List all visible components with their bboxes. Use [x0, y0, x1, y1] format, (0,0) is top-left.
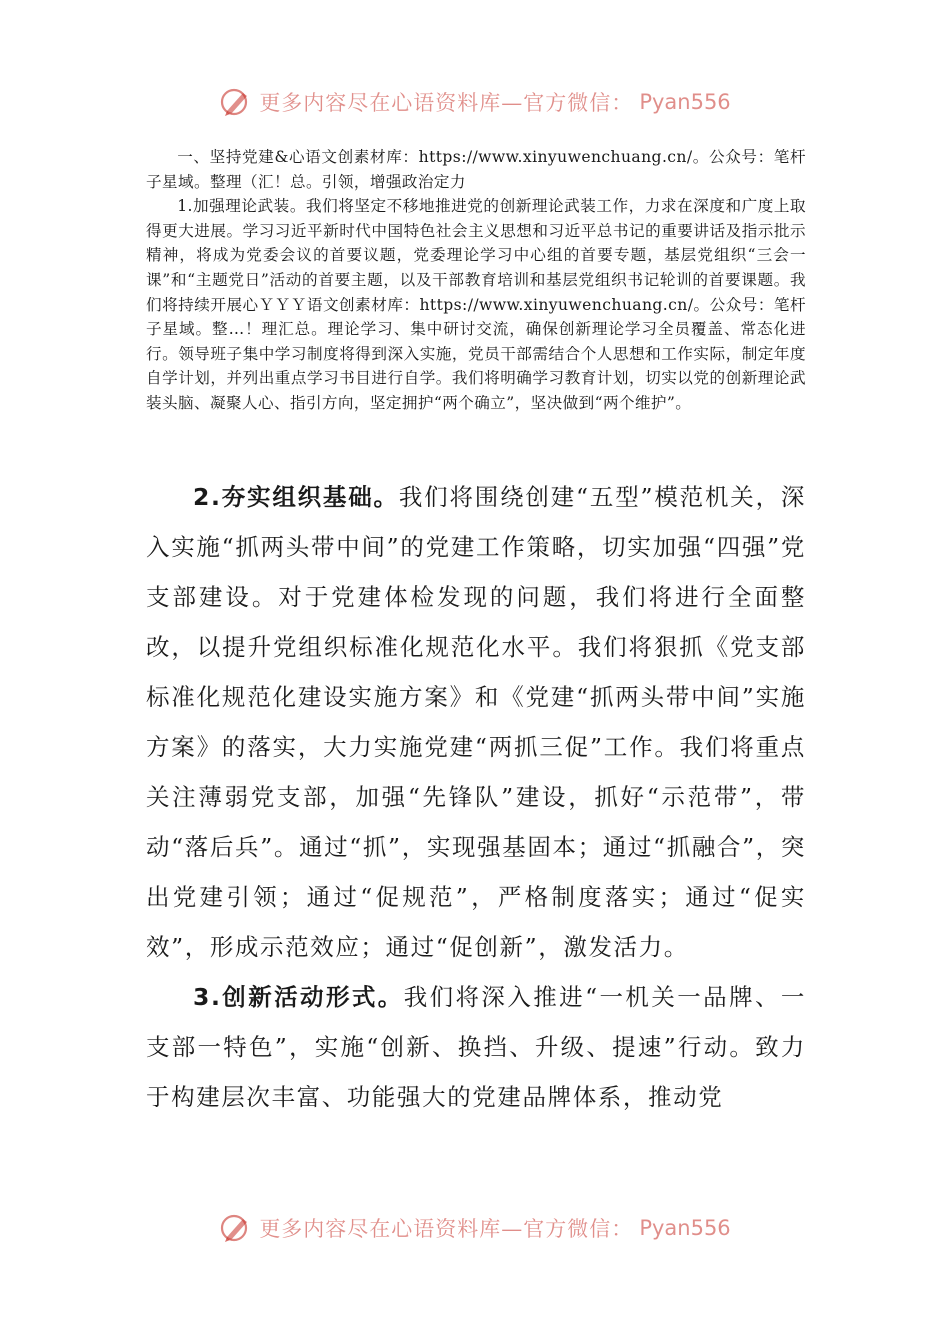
section-1-text: [146, 145, 806, 416]
item-3-body: 我们将深入推进“一机关一品牌、一支部一特色”，实施“创新、换挡、升级、提速”行动。致力于构建层次丰富、功能强大的党建品牌体系，推动党: [146, 983, 806, 1111]
footer-watermark: [0, 1208, 950, 1248]
item-2-heading: 2.夯实组织基础。: [193, 483, 399, 511]
watermark-account: Pyan556: [639, 90, 731, 114]
item-3-paragraph: [146, 972, 806, 1122]
header-watermark: [0, 82, 950, 122]
item-2-body: 我们将围绕创建“五型”模范机关，深入实施“抓两头带中间”的党建工作策略，切实加强“四强”党支部建设。对于党建体检发现的问题，我们将进行全面整改，以提升党组织标准化规范化水平。我们将狠抓《党支部标准化规范化建设实施方案》和《党建“抓两头带中间”实施方案》的落实，大力实施党建“两抓三促”工作。我们将重点关注薄弱党支部，加强“先锋队”建设，抓好“示范带”，带动“落后兵”。通过“抓”，实现强基固本；通过“抓融合”，突出党建引领；通过“促规范”，严格制度落实；通过“促实效”，形成示范效应；通过“促创新”，激发活力。: [146, 483, 806, 961]
item-2-paragraph: [146, 472, 806, 972]
pen-logo-icon: [219, 85, 253, 119]
item-3-heading: 3.创新活动形式。: [193, 983, 404, 1011]
watermark-text: 更多内容尽在心语资料库—官方微信：: [259, 1217, 634, 1241]
main-body-text: [146, 472, 806, 1122]
watermark-account: Pyan556: [639, 1216, 731, 1240]
pen-logo-icon: [219, 1211, 253, 1245]
watermark-text: 更多内容尽在心语资料库—官方微信：: [259, 91, 634, 115]
item-1-paragraph: 1.加强理论武装。我们将坚定不移地推进党的创新理论武装工作，力求在深度和广度上取得更大进展。学习习近平新时代中国特色社会主义思想和习近平总书记的重要讲话及指示批示精神，将成为党委会议的首要议题，党委理论学习中心组的首要专题，基层党组织“三会一课”和“主题党日”活动的首要主题，以及干部教育培训和基层党组织书记轮训的首要课题。我们将持续开展心ＹＹＹ语文创素材库：https://www.xinyuwenchuang.cn/。公众号：笔杆子星域。整…！理汇总。理论学习、集中研讨交流，确保创新理论学习全员覆盖、常态化进行。领导班子集中学习制度将得到深入实施，党员干部需结合个人思想和工作实际，制定年度自学计划，并列出重点学习书目进行自学。我们将明确学习教育计划，切实以党的创新理论武装头脑、凝聚人心、指引方向，坚定拥护“两个确立”，坚决做到“两个维护”。: [146, 197, 806, 412]
section-1-intro: 一、坚持党建&心语文创素材库：https://www.xinyuwenchuang.cn/。公众号：笔杆子星域。整理（汇！总。引领，增强政治定力: [146, 148, 806, 191]
